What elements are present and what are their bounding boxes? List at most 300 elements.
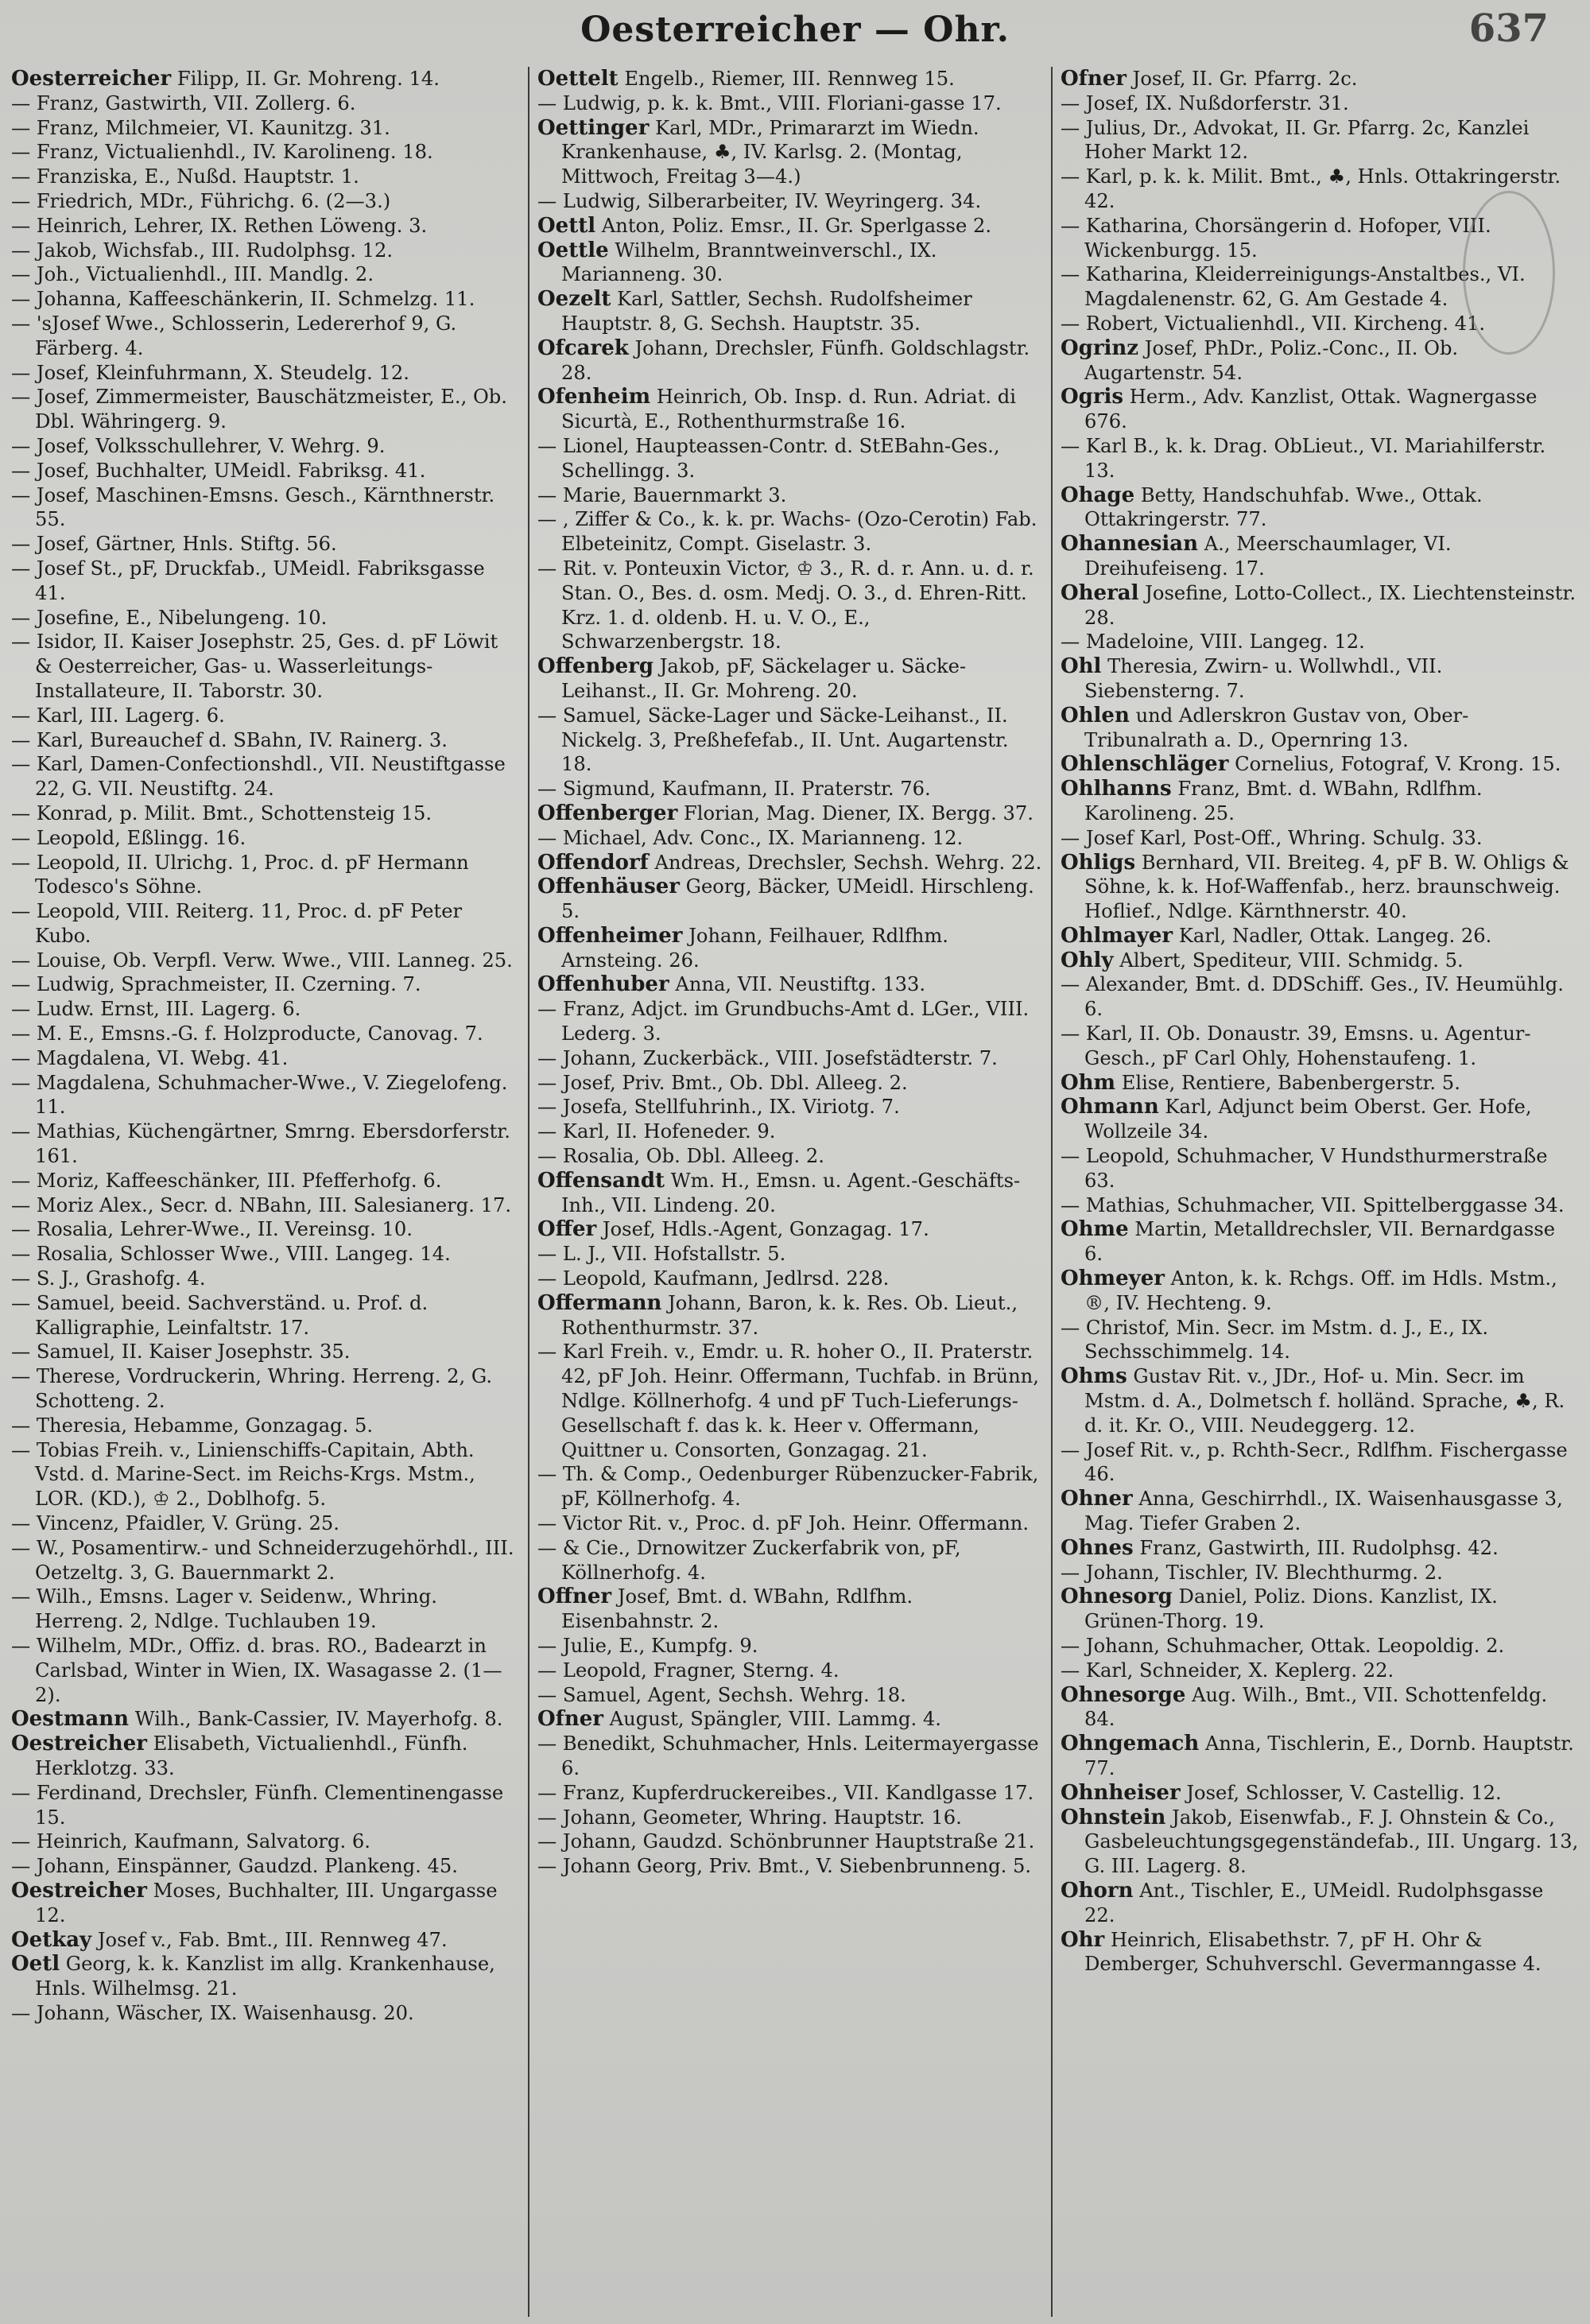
entry-text: Karl, Sattler, Sechsh. Rudolfsheimer Hauptstr. 8, G. Sechsh. Hauptstr. 35. [561, 288, 972, 335]
directory-entry [11, 1169, 520, 1193]
entry-text: — Samuel, II. Kaiser Josephstr. 35. [11, 1340, 351, 1364]
directory-entry [11, 1707, 520, 1732]
column-3 [1061, 67, 1579, 2317]
directory-columns [11, 67, 1579, 2317]
entry-surname: Offner [537, 1585, 612, 1609]
entry-surname: Offermann [537, 1290, 662, 1315]
directory-entry [11, 239, 520, 263]
entry-text: — Isidor, II. Kaiser Josephstr. 25, Ges. d. pF Löwit & Oesterreicher, Gas- u. Wasserleitungs-Installateure, II. Taborstr. 30. [11, 630, 498, 702]
directory-entry [11, 1340, 520, 1364]
entry-text: Andreas, Drechsler, Sechsh. Wehrg. 22. [648, 851, 1042, 874]
directory-entry [537, 997, 1043, 1046]
entry-text: — L. J., VII. Hofstallstr. 5. [537, 1243, 786, 1266]
directory-entry [537, 777, 1043, 801]
entry-surname: Ogrinz [1061, 336, 1139, 360]
directory-entry [11, 899, 520, 949]
directory-entry [537, 385, 1043, 434]
entry-text: Albert, Spediteur, VIII. Schmidg. 5. [1113, 949, 1464, 972]
entry-text: — Josef Karl, Post-Off., Whring. Schulg. 33. [1061, 826, 1483, 849]
entry-text: — Josef, Gärtner, Hnls. Stiftg. 56. [11, 533, 337, 556]
entry-text: Georg, k. k. Kanzlist im allg. Krankenhause, Hnls. Wilhelmsg. 21. [35, 1953, 495, 2000]
entry-surname: Offer [537, 1217, 597, 1242]
directory-entry [11, 704, 520, 728]
entry-surname: Ohlenschläger [1061, 752, 1229, 777]
entry-text: Georg, Bäcker, UMeidl. Hirschleng. 5. [561, 875, 1034, 923]
directory-entry [537, 434, 1043, 483]
directory-entry [537, 801, 1043, 826]
entry-text: Anton, Poliz. Emsr., II. Gr. Sperlgasse 2. [595, 214, 992, 237]
entry-text: Engelb., Riemer, III. Rennweg 15. [618, 68, 955, 90]
directory-entry [537, 1732, 1043, 1781]
directory-entry [11, 1829, 520, 1854]
entry-text: — Th. & Comp., Oedenburger Rübenzucker-Fabrik, pF, Köllnerhofg. 4. [537, 1463, 1039, 1511]
directory-entry [11, 287, 520, 312]
directory-entry [1061, 826, 1579, 851]
directory-entry [537, 1829, 1043, 1854]
entry-surname: Offensandt [537, 1168, 665, 1193]
directory-entry [537, 1217, 1043, 1242]
directory-entry [537, 287, 1043, 336]
entry-text: — Marie, Bauernmarkt 3. [537, 483, 787, 506]
directory-entry [537, 972, 1043, 997]
directory-entry [11, 67, 520, 91]
directory-entry [11, 949, 520, 973]
directory-entry [11, 1634, 520, 1707]
entry-text: Wm. H., Emsn. u. Agent.-Geschäfts-Inh., VII. Lindeng. 20. [561, 1169, 1021, 1216]
entry-text: — Heinrich, Kaufmann, Salvatorg. 6. [11, 1830, 370, 1853]
directory-entry [1061, 1585, 1579, 1634]
entry-text: Johann, Baron, k. k. Res. Ob. Lieut., Rothenthurmstr. 37. [561, 1291, 1018, 1339]
directory-entry [11, 214, 520, 239]
entry-surname: Ohnes [1061, 1535, 1134, 1560]
entry-text: — Rosalia, Schlosser Wwe., VIII. Langeg. 14. [11, 1243, 451, 1266]
entry-text: Johann, Feilhauer, Rdlfhm. Arnsteing. 26. [561, 924, 948, 972]
entry-surname: Oheral [1061, 580, 1139, 605]
directory-entry [1061, 214, 1579, 263]
directory-entry [11, 972, 520, 997]
entry-text: — Leopold, II. Ulrichg. 1, Proc. d. pF Hermann Todesco's Söhne. [11, 851, 469, 898]
directory-entry [11, 1046, 520, 1071]
entry-text: Josef, Hdls.-Agent, Gonzagag. 17. [596, 1218, 929, 1241]
entry-surname: Ohmeyer [1061, 1267, 1165, 1291]
entry-surname: Ohlhanns [1061, 777, 1172, 801]
directory-entry [537, 875, 1043, 924]
entry-text: — Moriz, Kaffeeschänker, III. Pfefferhofg. 6. [11, 1169, 442, 1192]
directory-entry [1061, 704, 1579, 753]
entry-text: — Joh., Victualienhdl., III. Mandlg. 2. [11, 263, 374, 286]
directory-entry [537, 1071, 1043, 1096]
entry-text: Daniel, Poliz. Dions. Kanzlist, IX. Grünen-Thorg. 19. [1084, 1585, 1498, 1633]
directory-entry [11, 1364, 520, 1414]
directory-entry [11, 1854, 520, 1879]
page-header [0, 3, 1590, 60]
directory-entry [11, 630, 520, 703]
entry-text: — Johanna, Kaffeeschänkerin, II. Schmelzg. 11. [11, 288, 475, 311]
directory-entry [537, 214, 1043, 239]
entry-surname: Ohlmayer [1061, 923, 1173, 948]
directory-entry [1061, 1806, 1579, 1879]
entry-surname: Offenhuber [537, 972, 669, 997]
entry-surname: Ohme [1061, 1217, 1129, 1242]
entry-text: — Franz, Milchmeier, VI. Kaunitzg. 31. [11, 116, 390, 139]
entry-surname: Ogris [1061, 385, 1124, 409]
entry-text: — Leopold, Schuhmacher, V Hundsthurmerstraße 63. [1061, 1145, 1548, 1192]
directory-entry [537, 1291, 1043, 1340]
entry-text: — Karl, II. Ob. Donaustr. 39, Emsns. u. Agentur-Gesch., pF Carl Ohly, Hohenstaufeng. 1. [1061, 1022, 1531, 1069]
directory-entry [1061, 262, 1579, 312]
entry-text: — Benedikt, Schuhmacher, Hnls. Leitermayergasse 6. [537, 1732, 1039, 1779]
directory-entry [1061, 1071, 1579, 1096]
entry-text: Moses, Buchhalter, III. Ungargasse 12. [35, 1879, 498, 1926]
entry-surname: Offenberger [537, 801, 678, 825]
directory-entry [11, 1217, 520, 1242]
directory-entry [1061, 312, 1579, 336]
entry-text: Josef, II. Gr. Pfarrg. 2c. [1126, 68, 1358, 90]
directory-entry [537, 116, 1043, 189]
entry-text: — Mathias, Küchengärtner, Smrng. Ebersdorferstr. 161. [11, 1120, 510, 1168]
directory-entry [11, 826, 520, 851]
directory-entry [1061, 1659, 1579, 1683]
entry-text: — Josef St., pF, Druckfab., UMeidl. Fabriksgasse 41. [11, 557, 485, 604]
entry-text: — 'sJosef Wwe., Schlosserin, Ledererhof 9, G. Färberg. 4. [11, 312, 457, 359]
directory-entry [537, 1340, 1043, 1462]
entry-text: Karl, Adjunct beim Oberst. Ger. Hofe, Wollzeile 34. [1084, 1096, 1532, 1143]
directory-entry [1061, 1193, 1579, 1218]
directory-entry [11, 165, 520, 189]
entry-surname: Ohage [1061, 483, 1135, 507]
directory-entry [1061, 91, 1579, 116]
entry-text: — Michael, Adv. Conc., IX. Marianneng. 12. [537, 826, 964, 849]
directory-entry [537, 1462, 1043, 1511]
entry-text: Wilhelm, Branntweinverschl., IX. Marianneng. 30. [561, 239, 937, 286]
entry-text: — Franz, Adjct. im Grundbuchs-Amt d. LGer., VIII. Lederg. 3. [537, 998, 1030, 1046]
directory-entry [11, 1511, 520, 1536]
entry-text: Franz, Bmt. d. WBahn, Rdlfhm. Karolineng. 25. [1084, 778, 1483, 824]
directory-entry [537, 1046, 1043, 1071]
directory-entry [11, 1585, 520, 1634]
entry-text: — Johann, Einspänner, Gaudzd. Plankeng. 45. [11, 1855, 458, 1878]
entry-text: Filipp, II. Gr. Mohreng. 14. [171, 68, 440, 90]
entry-text: — Ludwig, p. k. k. Bmt., VIII. Floriani-gasse 17. [537, 91, 1002, 114]
entry-surname: Ofner [537, 1707, 603, 1732]
entry-text: — Josef Rit. v., p. Rchth-Secr., Rdlfhm. Fischergasse 46. [1061, 1438, 1568, 1486]
entry-surname: Ohly [1061, 948, 1114, 972]
directory-entry [537, 1119, 1043, 1144]
entry-text: Cornelius, Fotograf, V. Krong. 15. [1228, 753, 1561, 776]
directory-entry [1061, 777, 1579, 826]
directory-entry [11, 557, 520, 606]
entry-text: — Alexander, Bmt. d. DDSchiff. Ges., IV. Heumühlg. 6. [1061, 973, 1564, 1021]
entry-text: Anna, Geschirrhdl., IX. Waisenhausgasse 3, Mag. Tiefer Graben 2. [1084, 1488, 1563, 1535]
entry-text: — Josefa, Stellfuhrinh., IX. Viriotg. 7. [537, 1096, 900, 1119]
entry-text: — S. J., Grashofg. 4. [11, 1267, 206, 1290]
directory-entry [1061, 1928, 1579, 1977]
running-head: Oesterreicher — Ohr. [580, 10, 1010, 50]
entry-text: — Johann, Gaudzd. Schönbrunner Hauptstraße 21. [537, 1830, 1035, 1853]
directory-entry [11, 385, 520, 434]
directory-entry [11, 1119, 520, 1169]
directory-entry [1061, 1438, 1579, 1488]
directory-entry [1061, 752, 1579, 777]
entry-text: — Mathias, Schuhmacher, VII. Spittelberggasse 34. [1061, 1193, 1565, 1216]
directory-entry [1061, 1732, 1579, 1781]
entry-text: — W., Posamentirw.- und Schneiderzugehörhdl., III. Oetzeltg. 3, G. Bauernmarkt 2. [11, 1536, 514, 1584]
entry-text: Jakob, pF, Säckelager u. Säcke-Leihanst., II. Gr. Mohreng. 20. [561, 655, 967, 702]
entry-text: Herm., Adv. Kanzlist, Ottak. Wagnergasse 676. [1084, 386, 1538, 433]
entry-surname: Ohl [1061, 654, 1102, 679]
entry-text: — Franziska, E., Nußd. Hauptstr. 1. [11, 165, 359, 188]
entry-text: — Karl, III. Lagerg. 6. [11, 704, 225, 727]
directory-entry [537, 1683, 1043, 1708]
entry-surname: Ohmann [1061, 1095, 1159, 1119]
entry-surname: Oettl [537, 213, 596, 238]
directory-entry [11, 1414, 520, 1438]
entry-text: — Johann, Geometer, Whring. Hauptstr. 16. [537, 1806, 962, 1829]
entry-text: — Julie, E., Kumpfg. 9. [537, 1635, 758, 1657]
directory-entry [1061, 483, 1579, 533]
entry-text: A., Meerschaumlager, VI. Dreihufeiseng. 17. [1084, 533, 1452, 580]
entry-text: — Theresia, Hebamme, Gonzagag. 5. [11, 1414, 374, 1437]
entry-surname: Ohms [1061, 1364, 1127, 1389]
directory-entry [1061, 1267, 1579, 1316]
entry-text: — Julius, Dr., Advokat, II. Gr. Pfarrg. 2c, Kanzlei Hoher Markt 12. [1061, 116, 1530, 164]
entry-text: — Christof, Min. Secr. im Mstm. d. J., E., IX. Sechsschimmelg. 14. [1061, 1316, 1489, 1364]
entry-surname: Oestreicher [11, 1732, 147, 1756]
entry-text: — Therese, Vordruckerin, Whring. Herreng. 2, G. Schotteng. 2. [11, 1365, 493, 1413]
column-2 [537, 67, 1043, 2317]
entry-text: Anton, k. k. Rchgs. Off. im Hdls. Mstm., ®, IV. Hechteng. 9. [1084, 1267, 1557, 1314]
directory-entry [1061, 165, 1579, 214]
directory-entry [537, 1095, 1043, 1119]
directory-entry [1061, 336, 1579, 386]
entry-text: Johann, Drechsler, Fünfh. Goldschlagstr. 28. [561, 336, 1030, 384]
directory-entry [537, 336, 1043, 386]
entry-text: — Sigmund, Kaufmann, II. Praterstr. 76. [537, 778, 931, 801]
directory-entry [11, 434, 520, 459]
directory-entry [1061, 1316, 1579, 1365]
directory-entry [1061, 581, 1579, 630]
entry-text: — Ferdinand, Drechsler, Fünfh. Clementinengasse 15. [11, 1781, 504, 1829]
directory-entry [11, 116, 520, 141]
entry-text: Karl, MDr., Primararzt im Wiedn. Krankenhause, ♣, IV. Karlsg. 2. (Montag, Mittwoch, Freitag 3—4.) [561, 116, 979, 188]
directory-entry [11, 1022, 520, 1046]
entry-text: — Ludw. Ernst, III. Lagerg. 6. [11, 998, 301, 1021]
entry-text: — Josef, Zimmermeister, Bauschätzmeister, E., Ob. Dbl. Währingerg. 9. [11, 386, 507, 433]
entry-text: — Josef, IX. Nußdorferstr. 31. [1061, 91, 1349, 114]
entry-text: August, Spängler, VIII. Lammg. 4. [603, 1708, 941, 1731]
directory-entry [537, 1536, 1043, 1585]
entry-text: — Josefine, E., Nibelungeng. 10. [11, 606, 328, 629]
directory-entry [1061, 1634, 1579, 1659]
directory-entry [537, 704, 1043, 777]
entry-text: Martin, Metalldrechsler, VII. Bernardgasse 6. [1084, 1218, 1556, 1266]
entry-text: — Samuel, Agent, Sechsh. Wehrg. 18. [537, 1683, 906, 1706]
directory-entry [537, 1585, 1043, 1634]
entry-surname: Oestmann [11, 1707, 130, 1732]
entry-surname: Oettelt [537, 67, 619, 91]
entry-surname: Ohnheiser [1061, 1780, 1181, 1805]
directory-entry [1061, 1879, 1579, 1928]
directory-entry [537, 654, 1043, 704]
entry-surname: Oetkay [11, 1927, 92, 1952]
entry-text: — Karl, II. Hofeneder. 9. [537, 1120, 776, 1143]
directory-entry [537, 1781, 1043, 1806]
entry-text: — Wilhelm, MDr., Offiz. d. bras. RO., Badearzt in Carlsbad, Winter in Wien, IX. Wasagasse 2. (1—2). [11, 1635, 502, 1706]
entry-surname: Oettinger [537, 115, 650, 140]
entry-surname: Ohnesorg [1061, 1585, 1173, 1609]
directory-entry [11, 851, 520, 900]
directory-entry [537, 1707, 1043, 1732]
directory-entry [537, 189, 1043, 214]
directory-entry [11, 1732, 520, 1781]
entry-surname: Ohr [1061, 1927, 1105, 1952]
directory-entry [11, 728, 520, 753]
entry-text: Heinrich, Ob. Insp. d. Run. Adriat. di Sicurtà, E., Rothenthurmstraße 16. [561, 386, 1017, 433]
entry-surname: Ohannesian [1061, 532, 1199, 557]
entry-surname: Oestreicher [11, 1878, 147, 1903]
directory-entry [537, 1511, 1043, 1536]
directory-entry [537, 1854, 1043, 1879]
directory-entry [1061, 851, 1579, 924]
directory-entry [11, 532, 520, 557]
entry-text: — M. E., Emsns.-G. f. Holzproducte, Canovag. 7. [11, 1022, 483, 1046]
entry-text: — Karl B., k. k. Drag. ObLieut., VI. Mariahilferstr. 13. [1061, 434, 1546, 482]
entry-text: — Wilh., Emsns. Lager v. Seidenw., Whring. Herreng. 2, Ndlge. Tuchlauben 19. [11, 1585, 437, 1633]
directory-entry [1061, 1144, 1579, 1193]
entry-text: Karl, Nadler, Ottak. Langeg. 26. [1173, 924, 1492, 947]
directory-entry [11, 459, 520, 483]
entry-text: Wilh., Bank-Cassier, IV. Mayerhofg. 8. [129, 1708, 503, 1731]
entry-text: — Vincenz, Pfaidler, V. Grüng. 25. [11, 1512, 339, 1535]
entry-text: — Leopold, Eßlingg. 16. [11, 826, 246, 849]
entry-text: — Rosalia, Lehrer-Wwe., II. Vereinsg. 10. [11, 1218, 413, 1241]
entry-text: Heinrich, Elisabethstr. 7, pF H. Ohr & Demberger, Schuhverschl. Gevermanngasse 4. [1084, 1928, 1542, 1976]
entry-surname: Oezelt [537, 287, 611, 312]
directory-entry [1061, 1536, 1579, 1561]
directory-entry [11, 752, 520, 801]
directory-entry [1061, 1561, 1579, 1585]
directory-entry [11, 1242, 520, 1267]
directory-entry [537, 91, 1043, 116]
entry-surname: Ohngemach [1061, 1732, 1200, 1756]
entry-text: — Ludwig, Sprachmeister, II. Czerning. 7. [11, 973, 421, 996]
entry-text: Josef, Bmt. d. WBahn, Rdlfhm. Eisenbahnstr. 2. [561, 1585, 913, 1633]
entry-text: Anna, Tischlerin, E., Dornb. Hauptstr. 77. [1084, 1732, 1574, 1779]
entry-text: Florian, Mag. Diener, IX. Bergg. 37. [677, 801, 1034, 824]
entry-text: Josef v., Fab. Bmt., III. Rennweg 47. [91, 1928, 448, 1951]
entry-surname: Offendorf [537, 850, 649, 875]
entry-surname: Ohm [1061, 1070, 1116, 1095]
directory-entry [11, 2001, 520, 2026]
entry-text: Elisabeth, Victualienhdl., Fünfh. Herklotzg. 33. [35, 1732, 468, 1779]
directory-entry [11, 1267, 520, 1291]
directory-entry [1061, 949, 1579, 973]
entry-surname: Ofenheim [537, 385, 651, 409]
directory-entry [11, 91, 520, 116]
directory-entry [11, 1071, 520, 1120]
directory-entry [1061, 924, 1579, 949]
entry-text: — Magdalena, VI. Webg. 41. [11, 1046, 289, 1069]
entry-text: — Heinrich, Lehrer, IX. Rethen Löweng. 3. [11, 214, 428, 237]
entry-surname: Ohnesorge [1061, 1682, 1186, 1707]
directory-entry [537, 1659, 1043, 1683]
entry-text: — Johann, Zuckerbäck., VIII. Josefstädterstr. 7. [537, 1046, 998, 1069]
entry-text: — Karl Freih. v., Emdr. u. R. hoher O., II. Praterstr. 42, pF Joh. Heinr. Offermann, Tuchfab. in Brünn, Ndlge. Köllnerhofg. 4 und pF Tuch-Lieferungs-Gesellschaft f. das k. k. Heer v. Offermann, Quittner u. Consorten, Gonzagag. 21. [537, 1340, 1039, 1461]
directory-entry [1061, 1364, 1579, 1437]
directory-entry [11, 1291, 520, 1340]
directory-entry [537, 67, 1043, 91]
directory-entry [537, 851, 1043, 875]
entry-text: Josef, PhDr., Poliz.-Conc., II. Ob. Augartenstr. 54. [1084, 336, 1459, 384]
entry-text: Josef, Schlosser, V. Castellig. 12. [1180, 1781, 1502, 1804]
directory-entry [537, 1169, 1043, 1218]
directory-entry [1061, 654, 1579, 704]
directory-entry [1061, 532, 1579, 581]
directory-entry [1061, 67, 1579, 91]
directory-entry [1061, 630, 1579, 654]
entry-text: — Ludwig, Silberarbeiter, IV. Weyringerg. 34. [537, 189, 982, 212]
entry-text: Gustav Rit. v., JDr., Hof- u. Min. Secr. im Mstm. d. A., Dolmetsch f. holländ. Sprache, ♣, R. d. it. Kr. O., VIII. Neudeggerg. 12. [1084, 1365, 1565, 1437]
directory-entry [537, 826, 1043, 851]
entry-text: — Samuel, Säcke-Lager und Säcke-Leihanst., II. Nickelg. 3, Preßhefefab., II. Unt. Augartenstr. 18. [537, 704, 1009, 776]
directory-entry [11, 312, 520, 361]
entry-text: — Louise, Ob. Verpfl. Verw. Wwe., VIII. Lanneg. 25. [11, 949, 513, 972]
entry-text: — Lionel, Haupteassen-Contr. d. StEBahn-Ges., Schellingg. 3. [537, 434, 1000, 482]
entry-text: — Johann, Tischler, IV. Blechthurmg. 2. [1061, 1561, 1443, 1584]
entry-text: — Leopold, Fragner, Sterng. 4. [537, 1659, 840, 1682]
entry-text: — Moriz Alex., Secr. d. NBahn, III. Salesianerg. 17. [11, 1193, 512, 1216]
entry-text: — Katharina, Kleiderreinigungs-Anstaltbes., VI. Magdalenenstr. 62, G. Am Gestade 4. [1061, 263, 1526, 311]
entry-text: — Josef, Maschinen-Emsns. Gesch., Kärnthnerstr. 55. [11, 483, 495, 531]
directory-entry [11, 1781, 520, 1830]
entry-text: — Rit. v. Ponteuxin Victor, ♔ 3., R. d. r. Ann. u. d. r. Stan. O., Bes. d. osm. Medj. O. 3., d. Ehren-Ritt. Krz. 1. d. oldenb. H. u. V. O., E., Schwarzenbergstr. 18. [537, 557, 1034, 654]
entry-text: — Samuel, beeid. Sachverständ. u. Prof. d. Kalligraphie, Leinfaltstr. 17. [11, 1291, 429, 1339]
entry-text: — Robert, Victualienhdl., VII. Kircheng. 41. [1061, 312, 1486, 335]
directory-entry [537, 507, 1043, 557]
entry-text: — Magdalena, Schuhmacher-Wwe., V. Ziegelofeng. 11. [11, 1071, 508, 1119]
directory-entry [537, 1242, 1043, 1267]
directory-entry [1061, 1683, 1579, 1732]
directory-entry [537, 1634, 1043, 1659]
entry-text: — Leopold, VIII. Reiterg. 11, Proc. d. pF Peter Kubo. [11, 900, 463, 947]
entry-text: Bernhard, VII. Breiteg. 4, pF B. W. Ohligs & Söhne, k. k. Hof-Waffenfab., herz. braunschweig. Hoflief., Ndlge. Kärnthnerstr. 40. [1084, 851, 1569, 923]
entry-text: — Tobias Freih. v., Linienschiffs-Capitain, Abth. Vstd. d. Marine-Sect. im Reichs-Krgs. Mstm., LOR. (KD.), ♔ 2., Doblhofg. 5. [11, 1438, 475, 1511]
entry-text: — Josef, Kleinfuhrmann, X. Steudelg. 12. [11, 361, 409, 384]
entry-text: Ant., Tischler, E., UMeidl. Rudolphsgasse 22. [1084, 1879, 1544, 1926]
entry-text: — Johann, Schuhmacher, Ottak. Leopoldig. 2. [1061, 1635, 1505, 1657]
directory-entry [1061, 1781, 1579, 1806]
entry-surname: Offenhäuser [537, 875, 680, 899]
directory-entry [537, 924, 1043, 973]
entry-surname: Ohlen [1061, 703, 1130, 727]
entry-text: — Katharina, Chorsängerin d. Hofoper, VIII. Wickenburgg. 15. [1061, 214, 1491, 262]
entry-surname: Offenheimer [537, 923, 683, 948]
entry-surname: Ohligs [1061, 850, 1136, 875]
directory-entry [1061, 1487, 1579, 1536]
entry-text: Franz, Gastwirth, III. Rudolphsg. 42. [1133, 1536, 1499, 1559]
directory-entry [11, 483, 520, 533]
entry-surname: Oetl [11, 1952, 60, 1977]
directory-entry [1061, 116, 1579, 165]
directory-entry [11, 1879, 520, 1928]
directory-entry [537, 483, 1043, 508]
entry-text: — Jakob, Wichsfab., III. Rudolphsg. 12. [11, 239, 394, 262]
directory-entry [1061, 385, 1579, 434]
entry-surname: Ohorn [1061, 1878, 1134, 1903]
entry-text: — , Ziffer & Co., k. k. pr. Wachs- (Ozo-Cerotin) Fab. Elbeteinitz, Compt. Giselastr. 3. [537, 508, 1037, 556]
entry-surname: Ofcarek [537, 336, 629, 360]
entry-text: — Madeloine, VIII. Langeg. 12. [1061, 630, 1365, 654]
